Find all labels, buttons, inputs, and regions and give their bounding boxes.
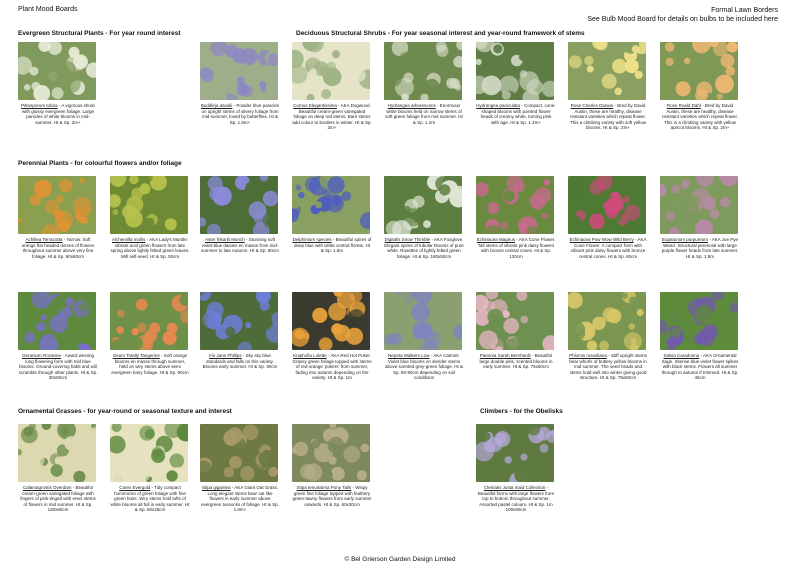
plant-photo xyxy=(476,292,554,350)
plant-description: - AKA Red Hot Poker. Grassy green foliage topped with stems of red-orange 'pokers' from summer, fading into autumn depending on the variety. Ht & Sp. 1m xyxy=(292,353,372,381)
plant-name: Stipa gigantea xyxy=(201,485,231,490)
plant-description: - AKA Joe Pye Weed. Structural perennial with large purple flower heads from late summer. Ht & Sp. 1.5m xyxy=(661,237,739,259)
plant-card xyxy=(660,42,740,131)
plant-card xyxy=(568,42,648,131)
plant-caption xyxy=(476,485,556,513)
plant-description: - Enormous white blooms held on narrow stems of soft green foliage from mid summer. Ht & Sp. 1.2m xyxy=(385,103,463,125)
plant-photo xyxy=(568,176,646,234)
board-subtitle xyxy=(587,6,778,24)
plant-name: Hydrangea paniculata xyxy=(476,103,520,108)
plant-card xyxy=(18,42,98,125)
plant-description: - AKA Ornamental Sage. Intense blue-violet flower spikes with black stems. Flowers all summer through to autumn if trimmed. Ht & Sp. 45cm xyxy=(661,353,739,381)
plant-name: Buddleja davidii xyxy=(200,103,233,108)
section-heading-grasses: Ornamental Grasses - for year-round or seasonal texture and interest xyxy=(18,408,232,415)
plant-name: Rose Roald Dahl xyxy=(666,103,701,108)
plant-description: - Beautiful cream-green variegated foliage with fingers of pink-tinged with erect stems of flowers in mid summer. Ht & Sp. 120x60cm xyxy=(20,485,96,513)
plant-caption xyxy=(18,353,98,381)
plant-card xyxy=(568,176,648,259)
plant-name: Carex Evergold xyxy=(119,485,151,490)
plant-description: - AKA Dogwood. Beautiful cream-green variegated foliage on deep red stems. Bare stems add colour to borders in winter. Ht & Sp. 2m+ xyxy=(292,103,372,131)
copyright-footer: © Bel Grierson Garden Design Limited xyxy=(344,556,456,563)
plant-card xyxy=(660,292,740,381)
plant-description: - AKA Giant Oat Grass. Long elegant stems bear oat like flowers in early summer above evergreen tussocks of foliage. Ht & Sp. 1.8m+ xyxy=(201,485,279,513)
plant-caption xyxy=(384,237,464,259)
plant-caption xyxy=(200,485,280,513)
plant-photo xyxy=(568,42,646,100)
plant-photo xyxy=(568,292,646,350)
plant-card xyxy=(200,292,280,370)
plant-photo xyxy=(660,292,738,350)
plant-card xyxy=(384,292,464,381)
plant-photo xyxy=(660,42,738,100)
plant-photo xyxy=(18,176,96,234)
plant-photo xyxy=(18,292,96,350)
plant-photo xyxy=(200,176,278,234)
plant-name: Eupatorium purpureum xyxy=(661,237,708,242)
plant-description: - Beautiful forms with large flowers from top to bottom throughout summer. Assorted pastel colours. Ht & Sp. 1m 100x60cm xyxy=(477,485,555,513)
plant-name: Iris Jane Phillips xyxy=(209,353,242,358)
plant-card xyxy=(110,424,190,513)
board-name: Formal Lawn Borders xyxy=(711,7,778,14)
plant-photo xyxy=(476,424,554,482)
plant-name: Rose Charles Darwin xyxy=(570,103,614,108)
plant-photo xyxy=(18,42,96,100)
plant-caption xyxy=(384,353,464,381)
plant-caption xyxy=(384,103,464,125)
plant-caption xyxy=(660,237,740,259)
plant-card xyxy=(200,42,280,125)
plant-name: Paeonia Sarah Bernhardt xyxy=(479,353,531,358)
plant-caption xyxy=(292,103,372,131)
plant-description: - Stunning soft violet-blue daisies en masse from mid-summer to late Autumn. Ht & Sp. 80cm xyxy=(201,237,279,254)
plant-name: Pittosporum tobira xyxy=(21,103,58,108)
plant-caption xyxy=(476,237,556,259)
plant-caption xyxy=(292,237,372,254)
plant-card xyxy=(568,292,648,381)
plant-description: - Beautiful spires of deep blue with white central florets. Ht & Sp. 1.8m xyxy=(293,237,372,254)
plant-card xyxy=(200,424,280,513)
section-heading-perennial: Perennial Plants - for colourful flowers and/or foliage xyxy=(18,160,182,167)
plant-name: Digitalis Snow Thimble xyxy=(384,237,431,242)
plant-card xyxy=(200,176,280,254)
plant-photo xyxy=(292,176,370,234)
plant-caption xyxy=(568,103,648,131)
plant-description: - Powder blue panicles on upright stems of silvery foliage from mid-summer, loved by butterflies. Ht & Sp. 1.5m+ xyxy=(201,103,280,125)
plant-caption xyxy=(568,353,648,381)
plant-name: Clematis Justa maid Collection xyxy=(483,485,546,490)
plant-name: Alchemilla mollis xyxy=(112,237,146,242)
plant-description: - Wispy green fine foliage topped with feathery green-tawny flowers from early summer onwards. Ht & Sp. 60x30cm xyxy=(292,485,372,507)
plant-name: Aster frikartii Monch xyxy=(204,237,245,242)
plant-description: - Sky sky blue standards and falls on this variety. Blooms early summer. Ht & Sp. 90cm xyxy=(202,353,278,370)
plant-photo xyxy=(292,424,370,482)
plant-card xyxy=(292,292,372,381)
plant-photo xyxy=(110,424,188,482)
plant-photo xyxy=(384,176,462,234)
plant-description: - AKA Foxglove. Elegant spires of tubular blooms of pure white. Rosettes of lightly felted green foliage. Ht & Sp. 180x50cm xyxy=(384,237,464,259)
plant-card xyxy=(476,292,556,370)
plant-card xyxy=(476,42,556,125)
plant-description: - Bred by David Austin, these are healthy, disease resistant varieties which repeat flower. This a climbing variety with soft yellow blooms. Ht & Sp. 2m+ xyxy=(569,103,647,131)
plant-card xyxy=(110,292,190,375)
plant-description: - AKA Catmint. Violet blue blooms on slender stems above scented grey-green foliage. Ht & Sp. 60-90cm depending on soil conditions xyxy=(384,353,464,381)
plant-photo xyxy=(110,292,188,350)
plant-name: Echinacea Magnus xyxy=(476,237,515,242)
plant-name: Geum Totally Tangerine xyxy=(112,353,160,358)
plant-card xyxy=(18,176,98,259)
plant-card xyxy=(292,42,372,131)
section-heading-evergreen: Evergreen Structural Plants - For year round interest xyxy=(18,30,181,37)
plant-name: Nepeta Walkers Low xyxy=(388,353,430,358)
plant-photo xyxy=(292,292,370,350)
plant-caption xyxy=(476,103,556,125)
plant-caption xyxy=(660,103,740,131)
plant-card xyxy=(110,176,190,259)
plant-photo xyxy=(18,424,96,482)
plant-card xyxy=(384,176,464,259)
plant-card xyxy=(292,424,372,507)
plant-caption xyxy=(568,237,648,259)
plant-caption xyxy=(18,237,98,259)
plant-photo xyxy=(476,176,554,234)
plant-photo xyxy=(384,42,462,100)
plant-caption xyxy=(200,103,280,125)
plant-description: - Tidy compact hummocks of green foliage with fine green hairs. Wiry stems hold tufts of white blooms all full in early summer. Ht & Sp. 60x25cm xyxy=(110,485,190,513)
plant-description: - AKA Cone Flower. Tall stems of vibrant pink daisy flowers with bronze central cones. Ht & Sp. 120cm xyxy=(477,237,556,259)
plant-name: Geranium Rozanne xyxy=(22,353,62,358)
plant-photo xyxy=(292,42,370,100)
plant-name: Stipa tenuissima Pony Tails xyxy=(296,485,352,490)
plant-name: Calamagrostis Overdam xyxy=(22,485,72,490)
plant-photo xyxy=(660,176,738,234)
section-heading-climbers: Climbers - for the Obelisks xyxy=(480,408,563,415)
plant-caption xyxy=(476,353,556,370)
plant-description: - Beautiful large double pink, scented blooms in early summer. Ht & Sp. 75x60cm xyxy=(479,353,553,370)
plant-card xyxy=(476,424,556,513)
plant-photo xyxy=(384,292,462,350)
plant-photo xyxy=(200,42,278,100)
plant-description: - Bred by David Austin, these are healthy, disease resistant varieties which repeat flower. This is a climbing variety with yellow apricot blooms. Ht & Sp. 2m+ xyxy=(661,103,739,131)
plant-name: Hydrangea arborescens xyxy=(387,103,436,108)
plant-description: - Stiff upright stems bear whorls of buttery yellow blooms in mid summer. The seed heads and stems hold well into winter giving good structure. Ht & Sp. 75x60cm xyxy=(569,353,647,381)
plant-caption xyxy=(110,353,190,375)
plant-description: - AKA Lady's Mantle: vibrant acid green flowers from late spring above lightly felted green leaves. Will self-seed. Ht & Sp. 50cm xyxy=(110,237,190,259)
plant-caption xyxy=(292,485,372,507)
section-heading-deciduous: Deciduous Structural Shrubs - For year seasonal interest and year-round framework of stems xyxy=(296,30,585,37)
plant-name: Achillea Terracotta xyxy=(25,237,63,242)
plant-caption xyxy=(292,353,372,381)
plant-caption xyxy=(660,353,740,381)
plant-card xyxy=(660,176,740,259)
plant-card xyxy=(384,42,464,125)
plant-caption xyxy=(18,485,98,513)
plant-description: - Yarrow. Soft orange flat headed domes of flowers throughout summer above very fine foliage. Ht & Sp. 60x60cm xyxy=(21,237,95,259)
plant-photo xyxy=(200,292,278,350)
plant-caption xyxy=(200,353,280,370)
plant-caption xyxy=(110,237,190,259)
plant-photo xyxy=(476,42,554,100)
plant-description: - AKA Cone Flower. A compact form with vibrant pink daisy flowers with bronze central cones. Ht & Sp. 60cm xyxy=(570,237,647,259)
plant-description: - Soft orange blooms en masse through summer, held on wiry stems above semi evergreen hairy foliage. Ht & Sp. 90cm xyxy=(111,353,189,375)
plant-name: Delphinium species xyxy=(292,237,332,242)
plant-name: Salvia Caradonna xyxy=(663,353,700,358)
plant-name: Phlomis russeliana xyxy=(569,353,607,358)
plant-name: Echinacea Pow Wow Wild Berry xyxy=(569,237,634,242)
plant-name: Cornus Elegantissima xyxy=(293,103,337,108)
plant-card xyxy=(18,424,98,513)
plant-description: - Award winning long flowering form with mid blue blooms. Ground-covering habit and will scramble through other plants. Ht & Sp. 30x60cm xyxy=(18,353,98,381)
plant-card xyxy=(476,176,556,259)
plant-photo xyxy=(110,176,188,234)
plant-caption xyxy=(200,237,280,254)
plant-description: - A vigorous shrub with glossy evergreen foliage. Large panicles of white blooms in mid-summer. Ht & Sp. 2m+ xyxy=(21,103,95,125)
plant-card xyxy=(18,292,98,381)
plant-description: - Compact, cone-shaped blooms with pointed flower heads of creamy white, turning pink with age. Ht & Sp. 1.2m+ xyxy=(480,103,556,125)
plant-caption xyxy=(18,103,98,125)
plant-caption xyxy=(110,485,190,513)
bulb-note: See Bulb Mood Board for details on bulbs to be included here xyxy=(587,16,778,23)
plant-photo xyxy=(200,424,278,482)
plant-name: Kniphofia Lolette xyxy=(293,353,327,358)
page-title: Plant Mood Boards xyxy=(18,6,78,13)
plant-card xyxy=(292,176,372,254)
